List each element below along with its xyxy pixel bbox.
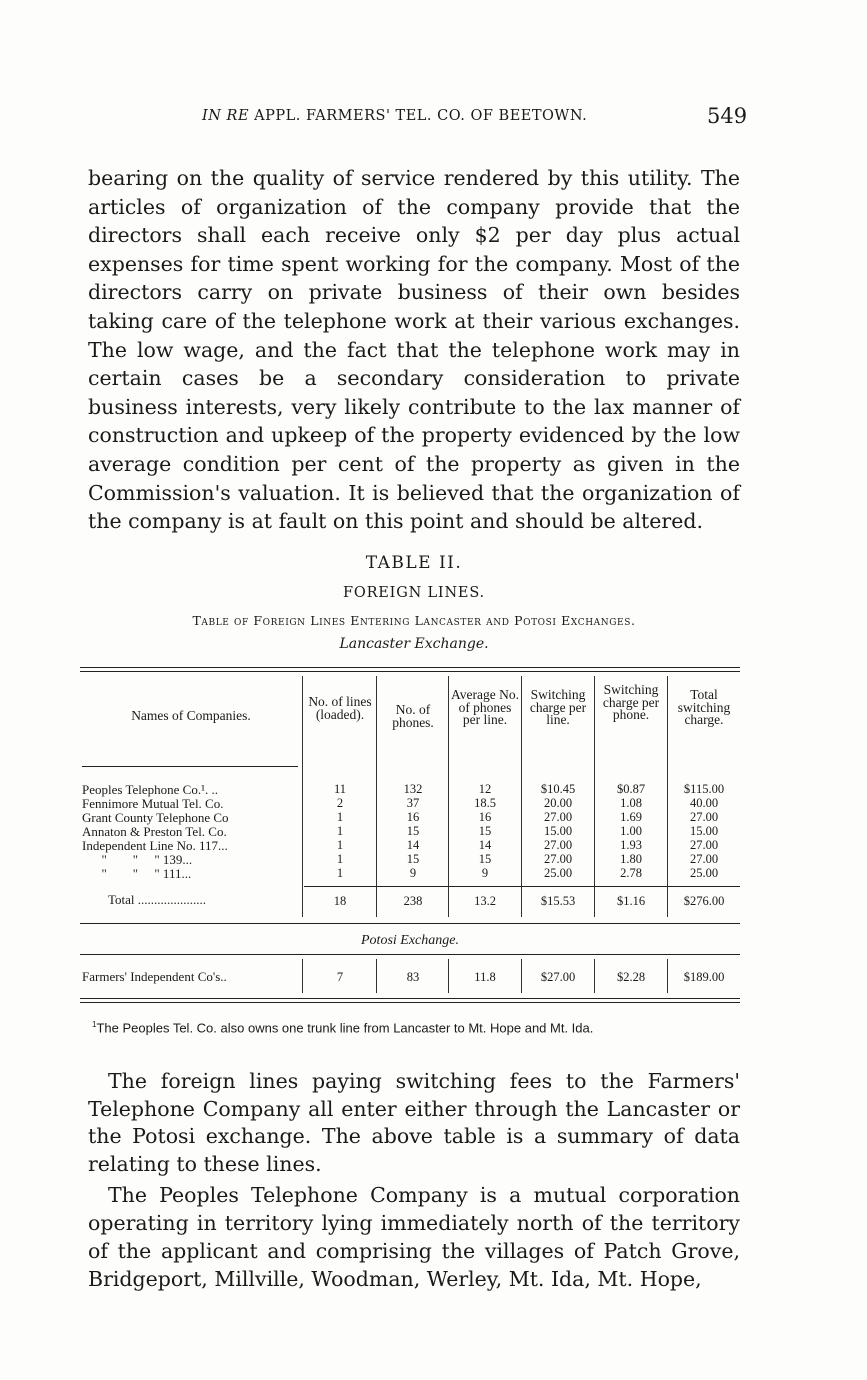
cell-switch-line: 25.00 (543, 866, 573, 880)
cell-average: 16 (478, 810, 492, 824)
cell-lines: 2 (336, 796, 344, 810)
column-rule (302, 959, 303, 993)
rule (80, 954, 740, 955)
rule (82, 766, 298, 767)
cell-total: 40.00 (689, 796, 719, 810)
cell-switch-phone-total: $1.16 (616, 894, 646, 908)
cell-total: $115.00 (683, 782, 725, 796)
cell-total: $189.00 (683, 970, 725, 984)
table-subtitle: FOREIGN LINES. (343, 585, 485, 601)
rule (304, 886, 740, 887)
cell-lines: 7 (336, 970, 344, 984)
table-row-name: Grant County Telephone Co (82, 810, 229, 825)
foreign-lines-table (80, 664, 740, 1009)
cell-lines: 1 (336, 838, 344, 852)
cell-average: 15 (478, 852, 492, 866)
cell-switch-phone: $2.28 (616, 970, 646, 984)
body-paragraph-2: The foreign lines paying switching fees to the Farmers' Telephone Company all enter either through the Lancaster or the Potosi exchange. The above table is a summary of data relating to these lines. (88, 1069, 740, 1176)
cell-lines: 11 (333, 782, 347, 796)
cell-total-total: $276.00 (683, 894, 725, 908)
cell-phones-total: 238 (403, 894, 423, 908)
rule (80, 998, 740, 999)
header-switch-phone: Switching charge per phone. (602, 682, 660, 722)
header-phones: No. of phones. (392, 702, 434, 730)
cell-average: 9 (481, 866, 489, 880)
column-rule (376, 959, 377, 993)
cell-total: 27.00 (689, 852, 719, 866)
cell-switch-phone: 1.69 (620, 810, 642, 824)
cell-lines: 1 (336, 866, 344, 880)
cell-average: 18.5 (474, 796, 496, 810)
cell-switch-line: 27.00 (543, 838, 573, 852)
column-rule (667, 959, 668, 993)
cell-average: 11.8 (474, 970, 496, 984)
cell-average: 12 (478, 782, 492, 796)
rule (80, 667, 740, 668)
cell-switch-line: 15.00 (543, 824, 573, 838)
table-row-name: Annaton & Preston Tel. Co. (82, 824, 227, 839)
header-switch-line: Switching charge per line. (529, 687, 587, 727)
column-rule (448, 676, 449, 917)
exchange-heading-lancaster: Lancaster Exchange. (339, 636, 489, 652)
rule (80, 923, 740, 924)
column-rule (302, 676, 303, 917)
table-row-name: " " " 111... (82, 866, 192, 881)
header-names: Names of Companies. (131, 708, 251, 723)
rule (80, 1002, 740, 1003)
cell-switch-phone: 1.00 (620, 824, 642, 838)
cell-lines: 1 (336, 810, 344, 824)
cell-lines: 1 (336, 852, 344, 866)
table-number: TABLE II. (365, 553, 463, 573)
table-row-name: Peoples Telephone Co.¹. .. (82, 782, 218, 797)
column-rule (376, 676, 377, 917)
table-row-name: " " " 139... (82, 852, 193, 867)
exchange-heading-potosi: Potosi Exchange. (361, 933, 459, 948)
cell-switch-line: $27.00 (540, 970, 576, 984)
table-row-name: Fennimore Mutual Tel. Co. (82, 796, 224, 811)
body-paragraph-1: bearing on the quality of service rendered by this utility. The articles of organization of the company provide that the directors shall each receive only $2 per day plus actual expenses for time spent working for the company. Most of the directors carry on private business of their own besides taking care of the telephone work at their various exchanges. The low wage, and the fact that the telephone work may in certain cases be a secondary consideration to private business interests, very likely contribute to the lax manner of construction and upkeep of the property evidenced by the low average condition per cent of the property as given in the Commission's valuation. It is believed that the organization of the company is at fault on this point and should be altered. (88, 166, 740, 534)
cell-switch-line: $10.45 (540, 782, 576, 796)
body-paragraph-3: The Peoples Telephone Company is a mutual corporation operating in territory lying immediately north of the territory of the applicant and comprising the villages of Patch Grove, Bridgeport, Millville, Woodman, Werley, Mt. Ida, Mt. Hope, (88, 1183, 740, 1291)
cell-switch-phone: 1.08 (620, 796, 642, 810)
cell-phones: 14 (406, 838, 420, 852)
cell-switch-phone: 1.80 (620, 852, 642, 866)
header-total: Total switching charge. (677, 687, 731, 727)
cell-lines-total: 18 (333, 894, 347, 908)
cell-total: 27.00 (689, 838, 719, 852)
cell-phones: 16 (406, 810, 420, 824)
footnote-mark: 1 (92, 1020, 97, 1029)
potosi-row-name: Farmers' Independent Co's.. (82, 969, 227, 984)
cell-phones: 15 (406, 824, 420, 838)
running-head-italic: IN RE (202, 108, 250, 124)
cell-switch-line: 27.00 (543, 810, 573, 824)
cell-total: 15.00 (689, 824, 719, 838)
column-rule (594, 959, 595, 993)
column-rule (667, 676, 668, 917)
table-row-name: Independent Line No. 117... (82, 838, 228, 853)
cell-phones: 132 (403, 782, 423, 796)
cell-switch-phone: 1.93 (620, 838, 642, 852)
cell-total: 27.00 (689, 810, 719, 824)
rule (80, 671, 740, 672)
cell-lines: 1 (336, 824, 344, 838)
column-rule (521, 959, 522, 993)
cell-phones: 15 (406, 852, 420, 866)
cell-phones: 83 (406, 970, 420, 984)
running-head (202, 108, 587, 124)
table-caption: Table of Foreign Lines Entering Lancaster and Potosi Exchanges. (192, 613, 636, 628)
column-rule (594, 676, 595, 917)
running-head-text: APPL. FARMERS' TEL. CO. OF BEETOWN. (254, 108, 588, 124)
cell-total: 25.00 (689, 866, 719, 880)
header-lines: No. of lines (loaded). (308, 694, 372, 722)
footnote-text: The Peoples Tel. Co. also owns one trunk line from Lancaster to Mt. Hope and Mt. Ida. (96, 1020, 594, 1036)
cell-phones: 9 (409, 866, 417, 880)
cell-phones: 37 (406, 796, 420, 810)
header-average: Average No. of phones per line. (451, 687, 519, 727)
column-rule (521, 676, 522, 917)
column-rule (448, 959, 449, 993)
cell-average-total: 13.2 (474, 894, 496, 908)
total-row-label: Total ..................... (108, 892, 207, 907)
cell-switch-phone: $0.87 (616, 782, 646, 796)
cell-switch-line: 27.00 (543, 852, 573, 866)
cell-average: 15 (478, 824, 492, 838)
page-number: 549 (707, 104, 748, 128)
cell-switch-phone: 2.78 (620, 866, 642, 880)
cell-switch-line-total: $15.53 (540, 894, 576, 908)
cell-average: 14 (478, 838, 492, 852)
cell-switch-line: 20.00 (543, 796, 573, 810)
footnote (82, 1018, 742, 1034)
